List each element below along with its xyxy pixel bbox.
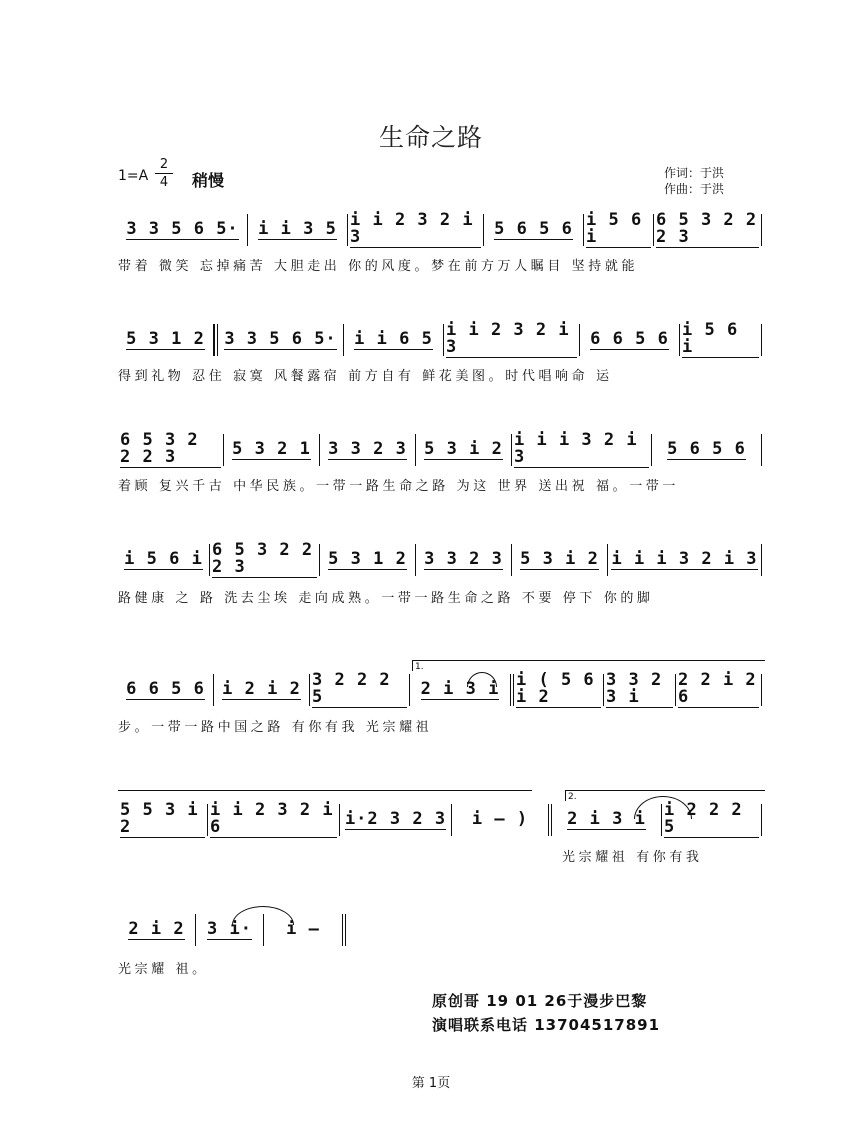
notes: 2 2 i 2 6 [678,672,759,708]
tie-arc [232,906,294,925]
measure [118,324,214,356]
composer-credit: 作曲：于洪 [664,182,725,196]
lyrics-line-5: 步。一带一路中国之路 有你有我 光宗耀祖 [118,720,433,735]
notes: 3 3 2 3 [424,548,503,569]
measure [654,210,762,247]
volta-2-bracket: 2. [565,790,765,801]
measure [118,214,248,246]
measure [118,914,196,946]
measure-repeat-end [452,804,552,836]
measure [416,544,512,576]
score-system-5 [118,670,762,707]
notes: i 5 6 i [124,548,203,569]
notes: i 5 6 i [586,212,651,248]
contact-note: 演唱联系电话 13704517891 [432,1016,661,1034]
measure [580,324,680,356]
measure [224,434,320,466]
lyricist-credit: 作词：于洪 [664,166,725,180]
notes: 5 3 2 1 [232,438,311,459]
measure [676,670,762,707]
notes: i i 2 3 2 i 6 [210,802,337,838]
lyrics-line-3: 着顾 复兴千古 中华民族。一带一路生命之路 为这 世界 送出祝 福。一带一 [118,479,679,494]
notes: i i i 3 2 i 3 [514,432,649,468]
notes: i·2 3 2 3 [344,808,447,829]
measure [410,674,514,706]
score-system-4 [118,540,762,577]
measure [320,434,416,466]
notes: i i 3 5 [258,218,337,239]
lyrics-line-4: 路健康 之 路 洗去尘埃 走向成熟。一带一路生命之路 不要 停下 你的脚 [118,591,654,606]
measure [310,670,410,707]
measure [514,670,604,707]
notes: 6 6 5 6 [126,678,205,699]
notes: 5 5 3 i 2 [120,802,205,838]
song-title: 生命之路 [378,123,483,152]
author-note: 原创哥 19 01 26于漫步巴黎 [432,992,648,1010]
measure [118,544,210,576]
measure [512,430,652,467]
notes: 5 3 1 2 [126,328,205,349]
measure [444,320,580,357]
notes: 6 6 5 6 [590,328,669,349]
measure [344,324,444,356]
measure [118,430,224,467]
notes: i i 6 5 [354,328,433,349]
measure [214,674,310,706]
measure [652,434,762,466]
notes: i ( 5 6 i 2 [516,672,601,708]
measure [118,674,214,706]
measure-repeat-start [214,324,344,356]
notes: i – ) [471,809,529,829]
measure [348,210,484,247]
measure [584,210,654,247]
notes: i i 2 3 2 i 3 [350,212,481,248]
notes: 3 3 2 3 [328,438,407,459]
notes: 2 i 3 i [420,678,500,699]
notes: 6 5 3 2 2 2 3 [656,210,758,247]
notes: 3 3 5 6 5· [126,218,239,239]
time-signature [155,156,173,191]
measure [608,544,762,576]
notes: 5 3 i 2 [424,438,503,459]
tempo-marking: 稍慢 [192,171,225,190]
measure [248,214,348,246]
measure [208,800,340,837]
lyrics-line-1: 带着 微笑 忘掉痛苦 大胆走出 你的风度。梦在前方万人瞩目 坚持就能 [118,259,639,274]
lyrics-line-6: 光宗耀祖 有你有我 [562,850,703,865]
notes: i 2 i 2 [222,678,301,699]
volta-1-continuation [118,790,532,791]
notes: i 5 6 i [682,322,759,358]
measure [210,540,320,577]
notes: 2 i 3 i [567,808,646,829]
measure [118,800,208,837]
measure [484,214,584,246]
notes: i – [286,919,320,939]
notes: 6 5 3 2 2 2 3 [212,542,317,578]
notes: 2 i 2 [128,918,185,939]
notes: i i i 3 2 i 3 [611,548,758,569]
notes: 5 6 5 6 [494,218,573,239]
notes: 5 3 i 2 [520,548,599,569]
notes: 5 6 5 6 [667,438,746,459]
measure [320,544,416,576]
lyrics-line-2: 得到礼物 忍住 寂寞 风餐露宿 前方自有 鲜花美图。时代唱响命 运 [118,369,613,384]
key-signature: 1=A [118,168,149,184]
lyrics-line-7: 光宗耀 祖。 [118,962,209,977]
notes: 5 3 1 2 [328,548,407,569]
notes: 3 3 5 6 5· [224,328,337,349]
notes: 3 2 2 2 5 [312,672,407,708]
notes: i 2 2 2 5 [664,802,759,838]
score-system-2 [118,320,762,357]
notes: 3 i· [207,918,252,939]
measure [680,320,762,357]
page-number: 第 1页 [411,1076,451,1091]
notes: i i 2 3 2 i 3 [446,322,577,358]
measure [416,434,512,466]
time-numerator: 2 [155,156,173,174]
score-system-1 [118,210,762,247]
notes: 3 3 2 3 i [606,672,673,708]
time-denominator: 4 [159,175,169,190]
score-system-3 [118,430,762,467]
measure [512,544,608,576]
notes: 6 5 3 2 2 2 3 [120,432,221,468]
measure [340,804,452,836]
measure [604,670,676,707]
volta-1-bracket: 1. [412,660,765,671]
